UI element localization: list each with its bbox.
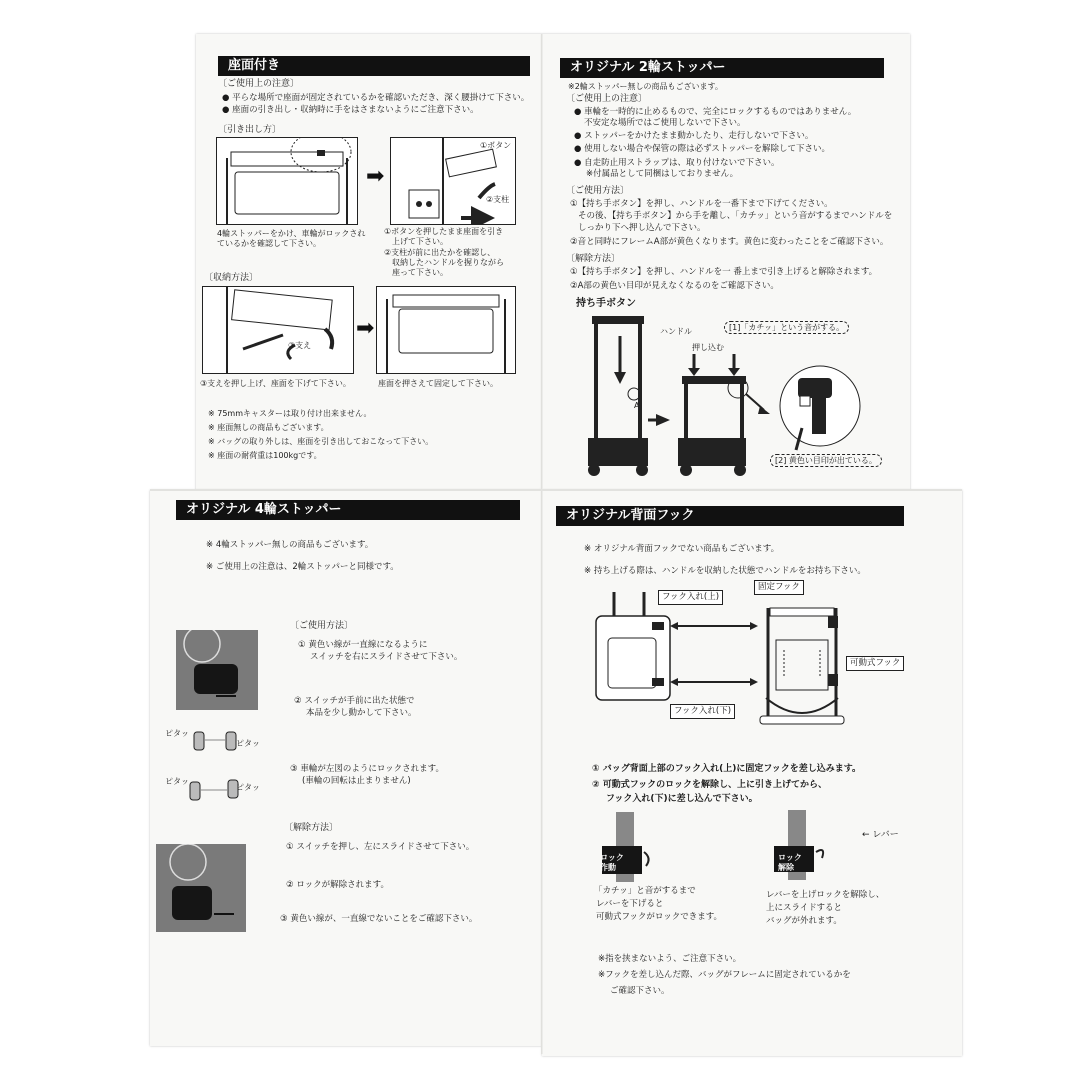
- two-wheel-release-heading: 〔解除方法〕: [566, 254, 621, 264]
- caption-left: 可動式フックがロックできます。: [596, 912, 723, 922]
- two-wheel-usage-item: ②音と同時にフレームA部が黄色くなります。黄色に変わったことをご確認下さい。: [570, 237, 889, 247]
- seat-pull-caption-1: ているかを確認して下さい。: [217, 239, 321, 248]
- two-wheel-caution-item: ● 自走防止用ストラップは、取り付けないで下さい。: [574, 158, 780, 168]
- seat-title: 座面付き: [218, 56, 530, 76]
- seat-pull-caption-2: 上げて下さい。: [392, 237, 448, 246]
- two-wheel-release-item: ①【持ち手ボタン】を押し、ハンドルを一 番上まで引き上げると解除されます。: [570, 267, 878, 277]
- seat-pull-caption-2: 座って下さい。: [392, 268, 448, 277]
- four-wheel-release-step: ① スイッチを押し、左にスライドさせて下さい。: [286, 842, 475, 852]
- seat-pull-heading: 〔引き出し方〕: [218, 125, 282, 135]
- four-wheel-usage-heading: 〔ご使用方法〕: [290, 621, 354, 631]
- two-wheel-caution-item: ● 車輪を一時的に止めるもので、完全にロックするものではありません。: [574, 107, 857, 117]
- two-wheel-usage-item: しっかり下へ押し込んで下さい。: [578, 223, 706, 233]
- lock-action-label: ロック: [600, 853, 624, 862]
- two-wheel-caution-item: ※付属品として同梱はしておりません。: [586, 169, 739, 179]
- footer-note: ※指を挟まないよう、ご注意下さい。: [598, 954, 742, 964]
- seat-caution-item: ● 座面の引き出し・収納時に手をはさまないようにご注意下さい。: [222, 105, 479, 115]
- two-wheel-note: ※2輪ストッパー無しの商品もございます。: [568, 82, 723, 91]
- four-wheel-usage-step: ③ 車輪が左図のようにロックされます。: [290, 764, 444, 774]
- hook-lower-label: フック入れ(下): [670, 704, 735, 719]
- four-wheel-note: ※ ご使用上の注意は、2輪ストッパーと同様です。: [206, 562, 399, 572]
- back-hook-note: ※ 持ち上げる際は、ハンドルを収納した状態でハンドルをお持ち下さい。: [584, 566, 866, 576]
- two-wheel-usage-heading: 〔ご使用方法〕: [566, 186, 630, 196]
- switch-photo-lock: [176, 630, 258, 710]
- seat-note: ※ 75mmキャスターは取り付け出来ません。: [208, 409, 372, 418]
- pitatt-label: ピタッ: [236, 783, 260, 792]
- footer-note: ご確認下さい。: [610, 986, 670, 996]
- switch-photo-release: [156, 844, 246, 932]
- lock-release-label: 解除: [778, 863, 794, 872]
- seat-store-figure-2: [376, 286, 516, 374]
- caption-right: バッグが外れます。: [766, 916, 842, 926]
- pitatt-label: ピタッ: [236, 739, 260, 748]
- four-wheel-usage-step: 本品を少し動かして下さい。: [306, 708, 417, 718]
- caption-left: レバーを下げると: [596, 899, 664, 909]
- fold-line-horizontal: [150, 489, 962, 491]
- four-wheel-release-step: ② ロックが解除されます。: [286, 880, 389, 890]
- seat-pull-caption-2: ①ボタンを押したまま座面を引き: [384, 227, 504, 236]
- two-wheel-caution-heading: 〔ご使用上の注意〕: [566, 94, 648, 104]
- seat-pull-figure-1: [216, 137, 358, 225]
- two-wheel-caution-item: 不安定な場所ではご使用しないで下さい。: [584, 118, 746, 128]
- two-wheel-diagram: [574, 310, 874, 480]
- seat-pull-caption-2: ②支柱が前に出たかを確認し、: [384, 248, 496, 257]
- button-label: ①ボタン: [480, 141, 512, 150]
- handle-label: ハンドル: [660, 327, 692, 336]
- back-hook-note: ※ オリジナル背面フックでない商品もございます。: [584, 544, 780, 554]
- handle-button-label: 持ち手ボタン: [576, 298, 636, 309]
- seat-caution-item: ● 平らな場所で座面が固定されているかを確認いただき、深く腰掛けて下さい。: [222, 93, 530, 103]
- seat-note: ※ 座面の耐荷重は100kgです。: [208, 451, 322, 460]
- four-wheel-title: オリジナル 4輪ストッパー: [176, 500, 520, 520]
- seat-note: ※ 座面無しの商品もございます。: [208, 423, 329, 432]
- seat-store-heading: 〔収納方法〕: [204, 273, 259, 283]
- two-wheel-usage-item: その後、【持ち手ボタン】から手を離し、「カチッ」という音がするまでハンドルを: [578, 211, 893, 221]
- push-label: 押し込む: [692, 343, 724, 352]
- pitatt-label: ピタッ: [165, 729, 189, 738]
- lever-label: ← レバー: [862, 830, 899, 840]
- four-wheel-usage-step: (車輪の回転は止まりません): [302, 776, 411, 786]
- four-wheel-note: ※ 4輪ストッパー無しの商品もございます。: [206, 540, 374, 550]
- seat-note: ※ バッグの取り外しは、座面を引き出しておこなって下さい。: [208, 437, 434, 446]
- seat-store-caption-1: ③支えを押し上げ、座面を下げて下さい。: [200, 379, 351, 388]
- caption-right: レバーを上げロックを解除し、: [766, 890, 885, 900]
- click-label: [1]「カチッ」という音がする。: [724, 321, 849, 334]
- back-hook-step: フック入れ(下)に差し込んで下さい。: [606, 794, 758, 804]
- movable-hook-label: 可動式フック: [846, 656, 904, 671]
- right-arrow-icon: ➡: [366, 164, 385, 189]
- four-wheel-usage-step: ① 黄色い線が一直線になるように: [298, 640, 428, 650]
- seat-caution-heading: 〔ご使用上の注意〕: [218, 79, 300, 89]
- back-hook-title: オリジナル背面フック: [556, 506, 904, 526]
- pitatt-label: ピタッ: [165, 777, 189, 786]
- two-wheel-caution-item: ● ストッパーをかけたまま動かしたり、走行しないで下さい。: [574, 131, 814, 141]
- back-hook-step: ① バッグ背面上部のフック入れ(上)に固定フックを差し込みます。: [592, 764, 862, 774]
- seat-pull-caption-2: 収納したハンドルを握りながら: [392, 258, 504, 267]
- seat-store-figure-1: [202, 286, 354, 374]
- fold-line-vertical: [541, 34, 543, 1054]
- lock-release-label: ロック: [778, 853, 802, 862]
- four-wheel-usage-step: ② スイッチが手前に出た状態で: [294, 696, 415, 706]
- a-label: A: [634, 401, 640, 410]
- four-wheel-usage-step: スイッチを右にスライドさせて下さい。: [310, 652, 463, 662]
- seat-store-caption-2: 座面を押さえて固定して下さい。: [378, 379, 498, 388]
- strut-label: ②支柱: [486, 195, 510, 204]
- back-hook-step: ② 可動式フックのロックを解除し、上に引き上げてから、: [592, 780, 827, 790]
- support-label: ③支え: [288, 341, 312, 350]
- yellow-label: [2] 黄色い目印が出ている。: [770, 454, 882, 467]
- caption-right: 上にスライドすると: [766, 903, 842, 913]
- four-wheel-release-step: ③ 黄色い線が、一直線でないことをご確認下さい。: [280, 914, 478, 924]
- two-wheel-title: オリジナル 2輪ストッパー: [560, 58, 884, 78]
- fixed-hook-label: 固定フック: [754, 580, 804, 595]
- footer-note: ※フックを差し込んだ際、バッグがフレームに固定されているかを: [598, 970, 851, 980]
- two-wheel-release-item: ②A部の黄色い目印が見えなくなるのをご確認下さい。: [570, 281, 779, 291]
- right-arrow-icon: ➡: [356, 316, 375, 341]
- four-wheel-release-heading: 〔解除方法〕: [284, 823, 339, 833]
- lock-action-label: 作動: [600, 863, 616, 872]
- two-wheel-usage-item: ①【持ち手ボタン】を押し、ハンドルを一番下まで下げてください。: [570, 199, 833, 209]
- caption-left: 「カチッ」と音がするまで: [594, 886, 696, 896]
- hook-upper-label: フック入れ(上): [658, 590, 723, 605]
- two-wheel-caution-item: ● 使用しない場合や保管の際は必ずストッパーを解除して下さい。: [574, 144, 831, 154]
- seat-pull-caption-1: 4輪ストッパーをかけ、車輪がロックされ: [217, 229, 366, 238]
